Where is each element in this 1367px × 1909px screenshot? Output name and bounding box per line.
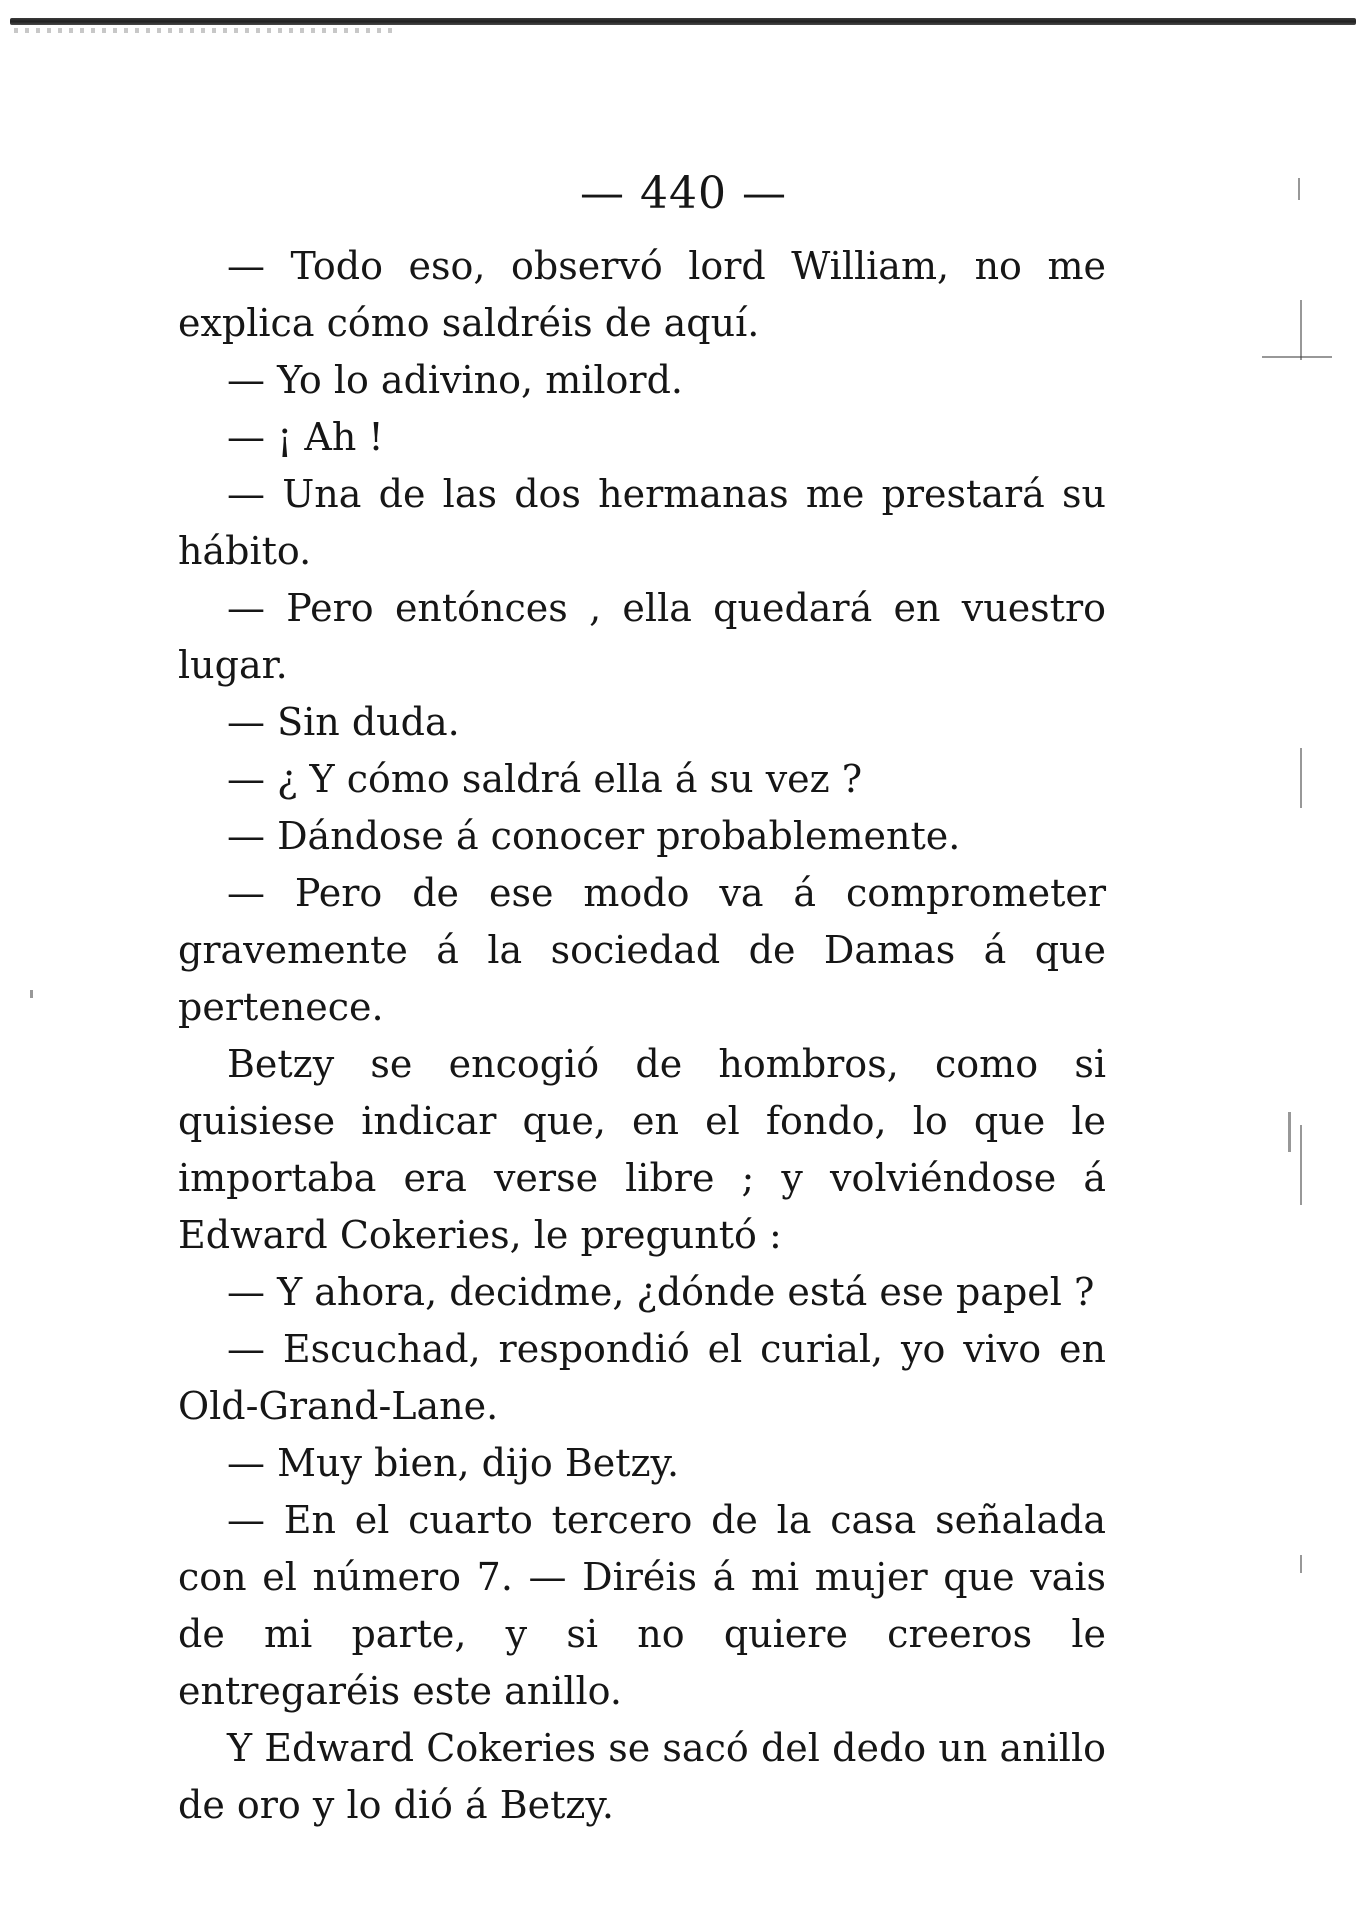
paragraph-3: — ¡ Ah !	[227, 415, 384, 459]
paragraph-15: Y Edward Cokeries se sacó del dedo un anillo de oro y lo dió á Betzy.	[178, 1726, 1106, 1827]
paragraph-9: — Pero de ese modo va á comprometer gravemente á la sociedad de Damas á que pertenece.	[178, 871, 1106, 1029]
body-text	[178, 238, 1106, 1834]
paragraph-5: — Pero entónces , ella quedará en vuestro lugar.	[178, 586, 1106, 687]
margin-speck	[1300, 748, 1302, 808]
margin-speck	[1262, 356, 1332, 358]
margin-speck	[1300, 300, 1302, 360]
margin-speck	[1288, 1112, 1291, 1152]
paragraph-13: — Muy bien, dijo Betzy.	[227, 1441, 680, 1485]
paragraph-2: — Yo lo adivino, milord.	[227, 358, 683, 402]
margin-speck	[30, 990, 33, 998]
paragraph-14: — En el cuarto tercero de la casa señalada con el número 7. — Diréis á mi mujer que vais de mi parte, y si no quiere creeros le entregaréis este anillo.	[178, 1498, 1106, 1713]
margin-speck	[1300, 1555, 1302, 1573]
top-rule	[10, 18, 1356, 25]
paragraph-4: — Una de las dos hermanas me prestará su hábito.	[178, 472, 1106, 573]
paragraph-11: — Y ahora, decidme, ¿dónde está ese papel ?	[227, 1270, 1095, 1314]
margin-speck	[1300, 1125, 1302, 1205]
top-rule-speckle	[14, 28, 394, 33]
page-number: — 440 —	[580, 168, 787, 219]
paragraph-6: — Sin duda.	[227, 700, 460, 744]
paragraph-8: — Dándose á conocer probablemente.	[227, 814, 961, 858]
paragraph-7: — ¿ Y cómo saldrá ella á su vez ?	[227, 757, 863, 801]
paragraph-12: — Escuchad, respondió el curial, yo vivo en Old-Grand-Lane.	[178, 1327, 1106, 1428]
paragraph-10: Betzy se encogió de hombros, como si quisiese indicar que, en el fondo, lo que le importaba era verse libre ; y volviéndose á Edward Cokeries, le preguntó :	[178, 1042, 1106, 1257]
margin-speck	[1298, 178, 1300, 200]
paragraph-1: — Todo eso, observó lord William, no me explica cómo saldréis de aquí.	[178, 244, 1106, 345]
